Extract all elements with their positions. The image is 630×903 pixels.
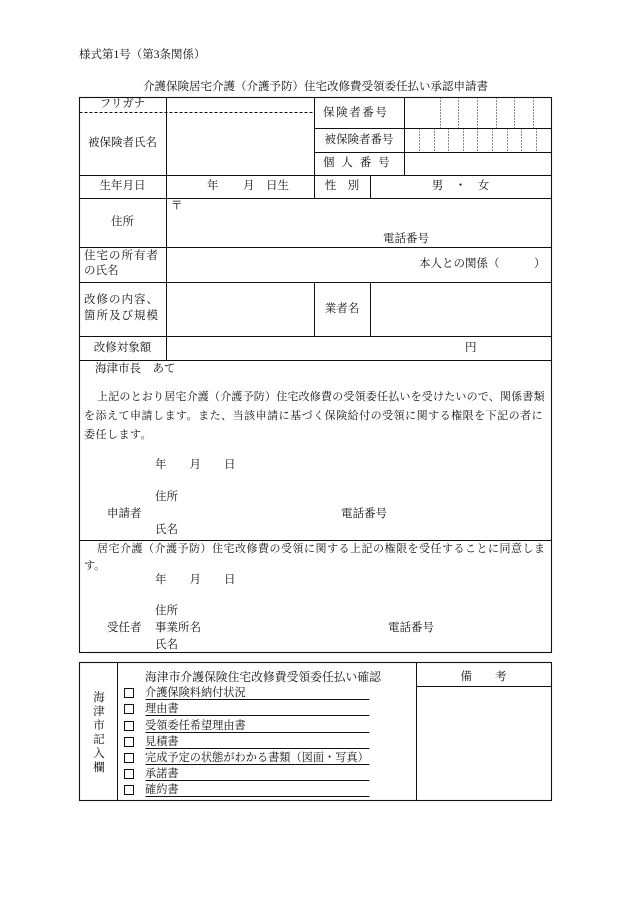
application-body-line3: 委任します。 [84, 429, 153, 441]
sex-options: 男 ・ 女 [431, 180, 490, 192]
checkbox-icon [124, 785, 134, 795]
checkbox-icon [124, 704, 134, 714]
applicant-name-label: 氏名 [155, 524, 178, 536]
birth-month-unit: 月 [243, 180, 255, 192]
work-label-line2: 箇所及び規模 [84, 310, 159, 322]
furigana-label: フリガナ [99, 98, 146, 110]
checklist-item: 完成予定の状態がわかる書類（図面・写真） [145, 752, 369, 764]
work-label-line1: 改修の内容、 [84, 294, 159, 306]
applicant-phone-label: 電話番号 [341, 508, 387, 520]
address-phone-label: 電話番号 [383, 233, 429, 245]
delegate-address-label: 住所 [155, 605, 178, 617]
insurer-number-label: 保険者番号 [323, 107, 389, 119]
owner-label-line1: 住宅の所有者 [84, 250, 159, 262]
consent-line2: す。 [84, 560, 106, 572]
address-label: 住所 [111, 216, 134, 228]
checklist-item: 介護保険料納付状況 [145, 687, 246, 699]
form-title: 介護保険居宅介護（介護予防）住宅改修費受領委任払い承認申請書 [143, 81, 488, 93]
checkbox-icon [124, 753, 134, 763]
checklist-item: 見積書 [145, 736, 179, 748]
delegate-phone-label: 電話番号 [388, 622, 434, 634]
insured-name-label: 被保険者氏名 [88, 137, 157, 149]
application-date: 年 月 日 [155, 459, 236, 471]
checkbox-icon [124, 737, 134, 747]
remarks-label: 備 考 [460, 671, 507, 683]
checkbox-icon [124, 688, 134, 698]
consent-line1: 居宅介護（介護予防）住宅改修費の受領に関する上記の権限を受任することに同意しま [97, 543, 546, 555]
application-body-line1: 上記のとおり居宅介護（介護予防）住宅改修費の受領委任払いを受けたいので、関係書類 [97, 391, 545, 403]
delegate-office-label: 事業所名 [155, 622, 201, 634]
amount-label: 改修対象額 [93, 342, 152, 354]
form-number: 様式第1号（第3条関係） [79, 49, 206, 61]
applicant-label: 申請者 [107, 508, 142, 520]
checklist-item: 受領委任希望理由書 [145, 720, 246, 732]
addressee: 海津市長 あて [95, 363, 176, 375]
city-section-header: 海津市介護保険住宅改修費受領委任払い確認 [145, 670, 381, 684]
checklist-item: 確約書 [145, 784, 179, 796]
checkbox-icon [124, 721, 134, 731]
birth-day-unit: 日生 [266, 180, 289, 192]
insured-number-label: 被保険者番号 [324, 134, 394, 146]
city-section-side-label: 海津市記入欄 [92, 691, 104, 775]
checkbox-icon [124, 769, 134, 779]
relationship-label: 本人との関係（ ） [419, 258, 546, 270]
applicant-address-label: 住所 [155, 491, 178, 503]
sex-label: 性 別 [324, 180, 360, 192]
checklist-item: 理由書 [145, 703, 179, 715]
birth-date-label: 生年月日 [99, 180, 146, 192]
personal-number-label: 個 人 番 号 [323, 157, 392, 169]
delegate-date: 年 月 日 [155, 574, 236, 586]
amount-unit: 円 [465, 342, 477, 354]
checklist-item: 承諾書 [145, 768, 179, 780]
application-body-line2: を添えて申請します。また、当該申請に基づく保険給付の受領に関する権限を下記の者に [84, 410, 544, 422]
delegate-label: 受任者 [107, 622, 142, 634]
birth-year-unit: 年 [207, 180, 219, 192]
delegate-name-label: 氏名 [155, 639, 178, 651]
owner-label-line2: の氏名 [84, 265, 119, 277]
postal-mark: 〒 [171, 200, 183, 212]
contractor-label: 業者名 [324, 303, 360, 315]
